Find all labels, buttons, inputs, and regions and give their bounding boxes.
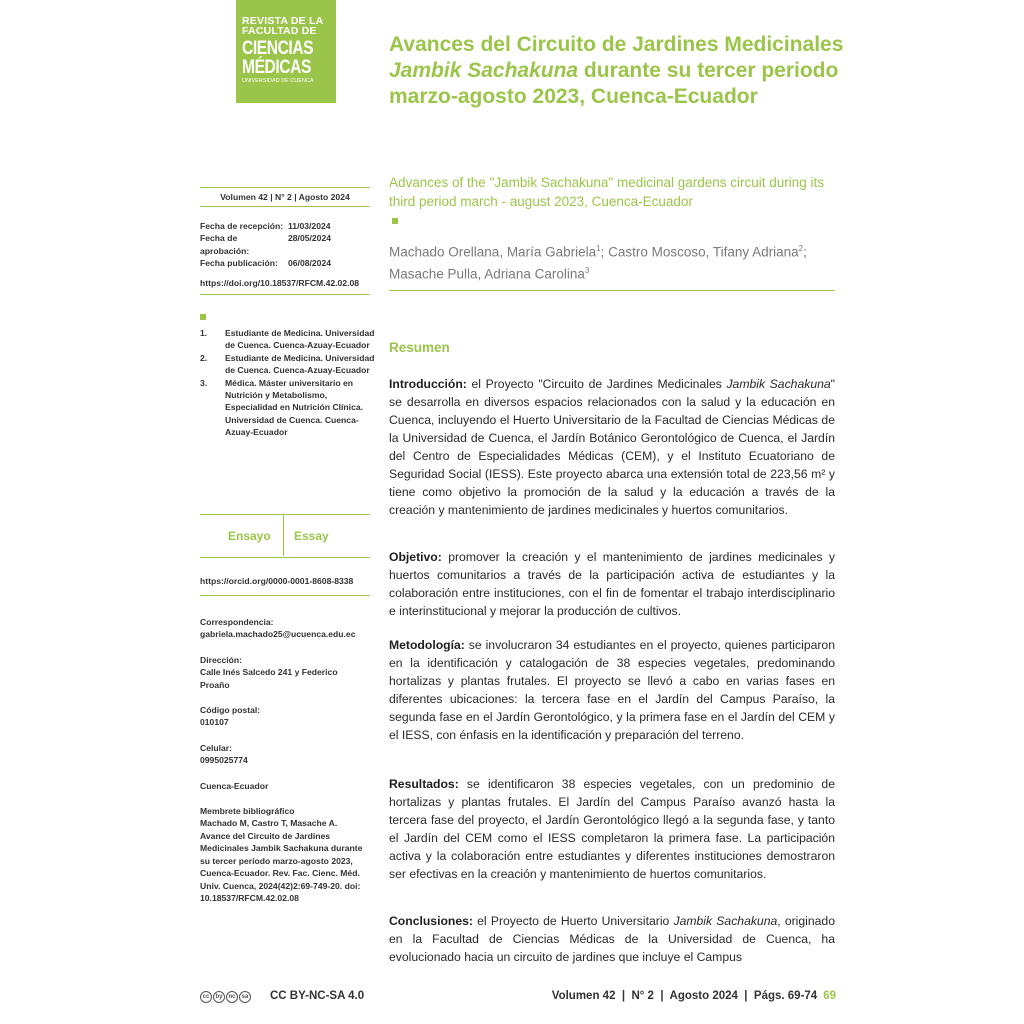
square-bullet-icon (200, 314, 206, 320)
issue-top-divider (200, 187, 370, 188)
phone-label: Celular: (200, 742, 232, 753)
correspondence-email[interactable]: gabriela.machado25@ucuenca.edu.ec (200, 629, 356, 640)
title-italic: Jambik Sachakuna (389, 59, 579, 82)
date-received (200, 220, 370, 232)
affiliation-number: 1. (200, 328, 208, 338)
methodology-text: se involucraron 34 estudiantes en el proyecto, quienes participaron en la identificación y catalogación de 38 especies vegetales, predominando hortalizas y plantas frutales. El proyecto se llevó a cabo en varias fases en diferentes ubicaciones: la tercera fase en el Jardín del Campus Paraíso, la segunda fase en el Jardín Gerontológico, y la primera fase en el Jardín del CEM y el IESS, con énfasis en la identificación y preparación del terreno. (389, 638, 835, 742)
doi-link[interactable]: https://doi.org/10.18537/RFCM.42.02.08 (200, 278, 360, 288)
abstract-methodology (389, 636, 835, 744)
abstract-results (389, 775, 835, 883)
affiliation-number: 3. (200, 377, 208, 388)
date-approved-label: Fecha de aprobación: (200, 233, 250, 256)
author-list (389, 240, 839, 283)
date-published-value: 06/08/2024 (288, 258, 332, 269)
citation-value: Machado M, Castro T, Masache A. Avance del Circuito de Jardines Medicinales Jambik Sachakuna durante su tercer período marzo-agosto 2023, Cuenca-Ecuador. Rev. Fac. Cienc. Méd. Univ. Cuenca, 2024(42)2:69-749-20. doi: 10.18537/RFCM.42.02.08 (200, 818, 363, 903)
results-label: Resultados: (389, 777, 459, 791)
license-text: CC BY-NC-SA 4.0 (270, 990, 365, 1002)
date-received-label: Fecha de recepción: (200, 221, 284, 231)
affiliations-list (200, 327, 375, 439)
postal-value: 010107 (200, 717, 229, 728)
date-published (200, 257, 370, 269)
journal-logo (236, 0, 336, 103)
page-number: 69 (823, 990, 836, 1002)
abstract-conclusions (389, 912, 835, 966)
intro-italic: Jambik Sachakuna (726, 377, 831, 391)
article-type-separator (283, 514, 284, 556)
title-part-2: durante su tercer periodo marzo-agosto 2023, Cuenca-Ecuador (389, 59, 839, 108)
address-label: Dirección: (200, 654, 243, 665)
affiliation-item (200, 377, 375, 439)
title-part-1: Avances del Circuito de Jardines Medicinales (389, 33, 844, 56)
postal-label: Código postal: (200, 705, 261, 716)
conclusions-text-b: , originado en la Facultad de Ciencias Médicas de la Universidad de Cuenca, ha evolucionado hacia un circuito de jardines que incluye el Campus (389, 914, 835, 964)
logo-line-3: CIENCIAS (242, 38, 314, 59)
issue-bottom-divider (200, 206, 370, 207)
square-bullet-icon (392, 218, 398, 224)
doi-divider (200, 294, 370, 295)
logo-line-4: MÉDICAS (242, 57, 311, 78)
article-type-en: Essay (294, 529, 329, 543)
intro-text-b: " se desarrolla en diversos espacios relacionados con la salud y la educación en Cuenca, incluyendo el Huerto Universitario de la Facultad de Ciencias Médicas de la Universidad de Cuenca, el Jardín Botánico Gerontológico de Cuenca, el Jardín del Centro de Especialidades Médicas (CEM), y el Instituto Ecuatoriano de Seguridad Social (IESS). Este proyecto abarca una extensión total de 223,56 m² y tiene como objetivo la promoción de la salud y la educación a través de la creación y mantenimiento de jardines medicinales y huertos comunitarios. (389, 377, 835, 517)
article-title (389, 32, 849, 110)
orcid-divider (200, 595, 370, 596)
conclusions-italic: Jambik Sachakuna (673, 914, 778, 928)
date-approved-value: 28/05/2024 (288, 233, 332, 244)
address-value: Calle Inés Salcedo 241 y Federico Proaño (200, 667, 338, 690)
conclusions-text-a: el Proyecto de Huerto Universitario (472, 914, 674, 928)
affiliation-item (200, 352, 375, 377)
abstract-objective (389, 548, 835, 620)
date-received-value: 11/03/2024 (288, 221, 331, 231)
nc-icon: nc (226, 991, 238, 1003)
contact-block (200, 616, 370, 904)
author-1: Machado Orellana, María Gabriela (389, 244, 597, 260)
article-subtitle: Advances of the "Jambik Sachakuna" medicinal gardens circuit during its third period march - august 2023, Cuenca-Ecuador (389, 175, 825, 209)
footer-issue-text: Volumen 42 | N° 2 | Agosto 2024 | Págs. 69-74 (551, 990, 818, 1002)
affiliation-text: Médica. Máster universitario en Nutrición y Metabolismo, Especialidad en Nutrición Clínica. Universidad de Cuenca. Cuenca-Azuay-Ecuador (225, 377, 364, 438)
objective-label: Objetivo: (389, 550, 442, 564)
citation-label: Membrete bibliográfico (200, 806, 295, 817)
author-3: ; Masache Pulla, Adriana Carolina (389, 244, 807, 281)
author-3-sup: 3 (584, 265, 590, 275)
conclusions-label: Conclusiones: (389, 914, 473, 928)
author-2-sup: 2 (798, 244, 804, 253)
country: Cuenca-Ecuador (200, 780, 269, 791)
affiliation-item (200, 327, 375, 352)
correspondence-label: Correspondencia: (200, 617, 274, 627)
dates-block (200, 220, 370, 270)
author-1-sup: 1 (596, 244, 601, 253)
affiliation-number: 2. (200, 352, 208, 363)
cc-icon: cc (200, 991, 212, 1003)
intro-text-a: el Proyecto "Circuito de Jardines Medicinales (466, 377, 727, 391)
results-text: se identificaron 38 especies vegetales, con un predominio de hortalizas y plantas frutales. El Jardín del Campus Paraíso avanzó hasta la tercera fase del proyecto, el Jardín Gerontológico llegó a la segunda fase, y tanto el Jardín del CEM como el IESS completaron la primera fase. La participación activa y la colaboración entre estudiantes y diferentes instituciones demostraron ser efectivas en la creación y mantenimiento de huertos comunitarios. (389, 777, 835, 881)
logo-line-5: UNIVERSIDAD DE CUENCA (242, 78, 314, 84)
authors-divider (389, 290, 835, 291)
abstract-introduction (389, 375, 835, 519)
sidebar-issue: Volumen 42 | N° 2 | Agosto 2024 (220, 192, 350, 202)
intro-label: Introducción: (389, 377, 467, 391)
affiliation-text: Estudiante de Medicina. Universidad de Cuenca. Cuenca-Azuay-Ecuador (225, 352, 375, 376)
article-type-es: Ensayo (228, 529, 271, 543)
date-published-label: Fecha publicación: (200, 258, 278, 269)
logo-line-1: REVISTA DE LA (242, 15, 324, 27)
orcid-link[interactable]: https://orcid.org/0000-0001-8608-8338 (200, 576, 354, 586)
objective-text: promover la creación y el mantenimiento de jardines medicinales y huertos comunitarios a través de la participación activa de estudiantes y la colaboración entre instituciones, con el fin de fomentar el trabajo interdisciplinario e interinstitucional y mejorar la producción de cultivos. (389, 550, 835, 618)
cc-license-icons (200, 991, 251, 1003)
phone-value: 0995025774 (200, 755, 248, 766)
sa-icon: sa (239, 991, 251, 1003)
affiliation-text: Estudiante de Medicina. Universidad de Cuenca. Cuenca-Azuay-Ecuador (225, 328, 375, 351)
author-2: ; Castro Moscoso, Tifany Adriana (600, 244, 799, 260)
footer-issue (552, 990, 836, 1002)
by-icon: by (213, 991, 225, 1003)
abstract-heading: Resumen (389, 340, 450, 355)
date-approved (200, 232, 370, 257)
article-type-box (200, 514, 370, 558)
methodology-label: Metodología: (389, 638, 465, 652)
logo-line-2: FACULTAD DE (242, 25, 317, 37)
